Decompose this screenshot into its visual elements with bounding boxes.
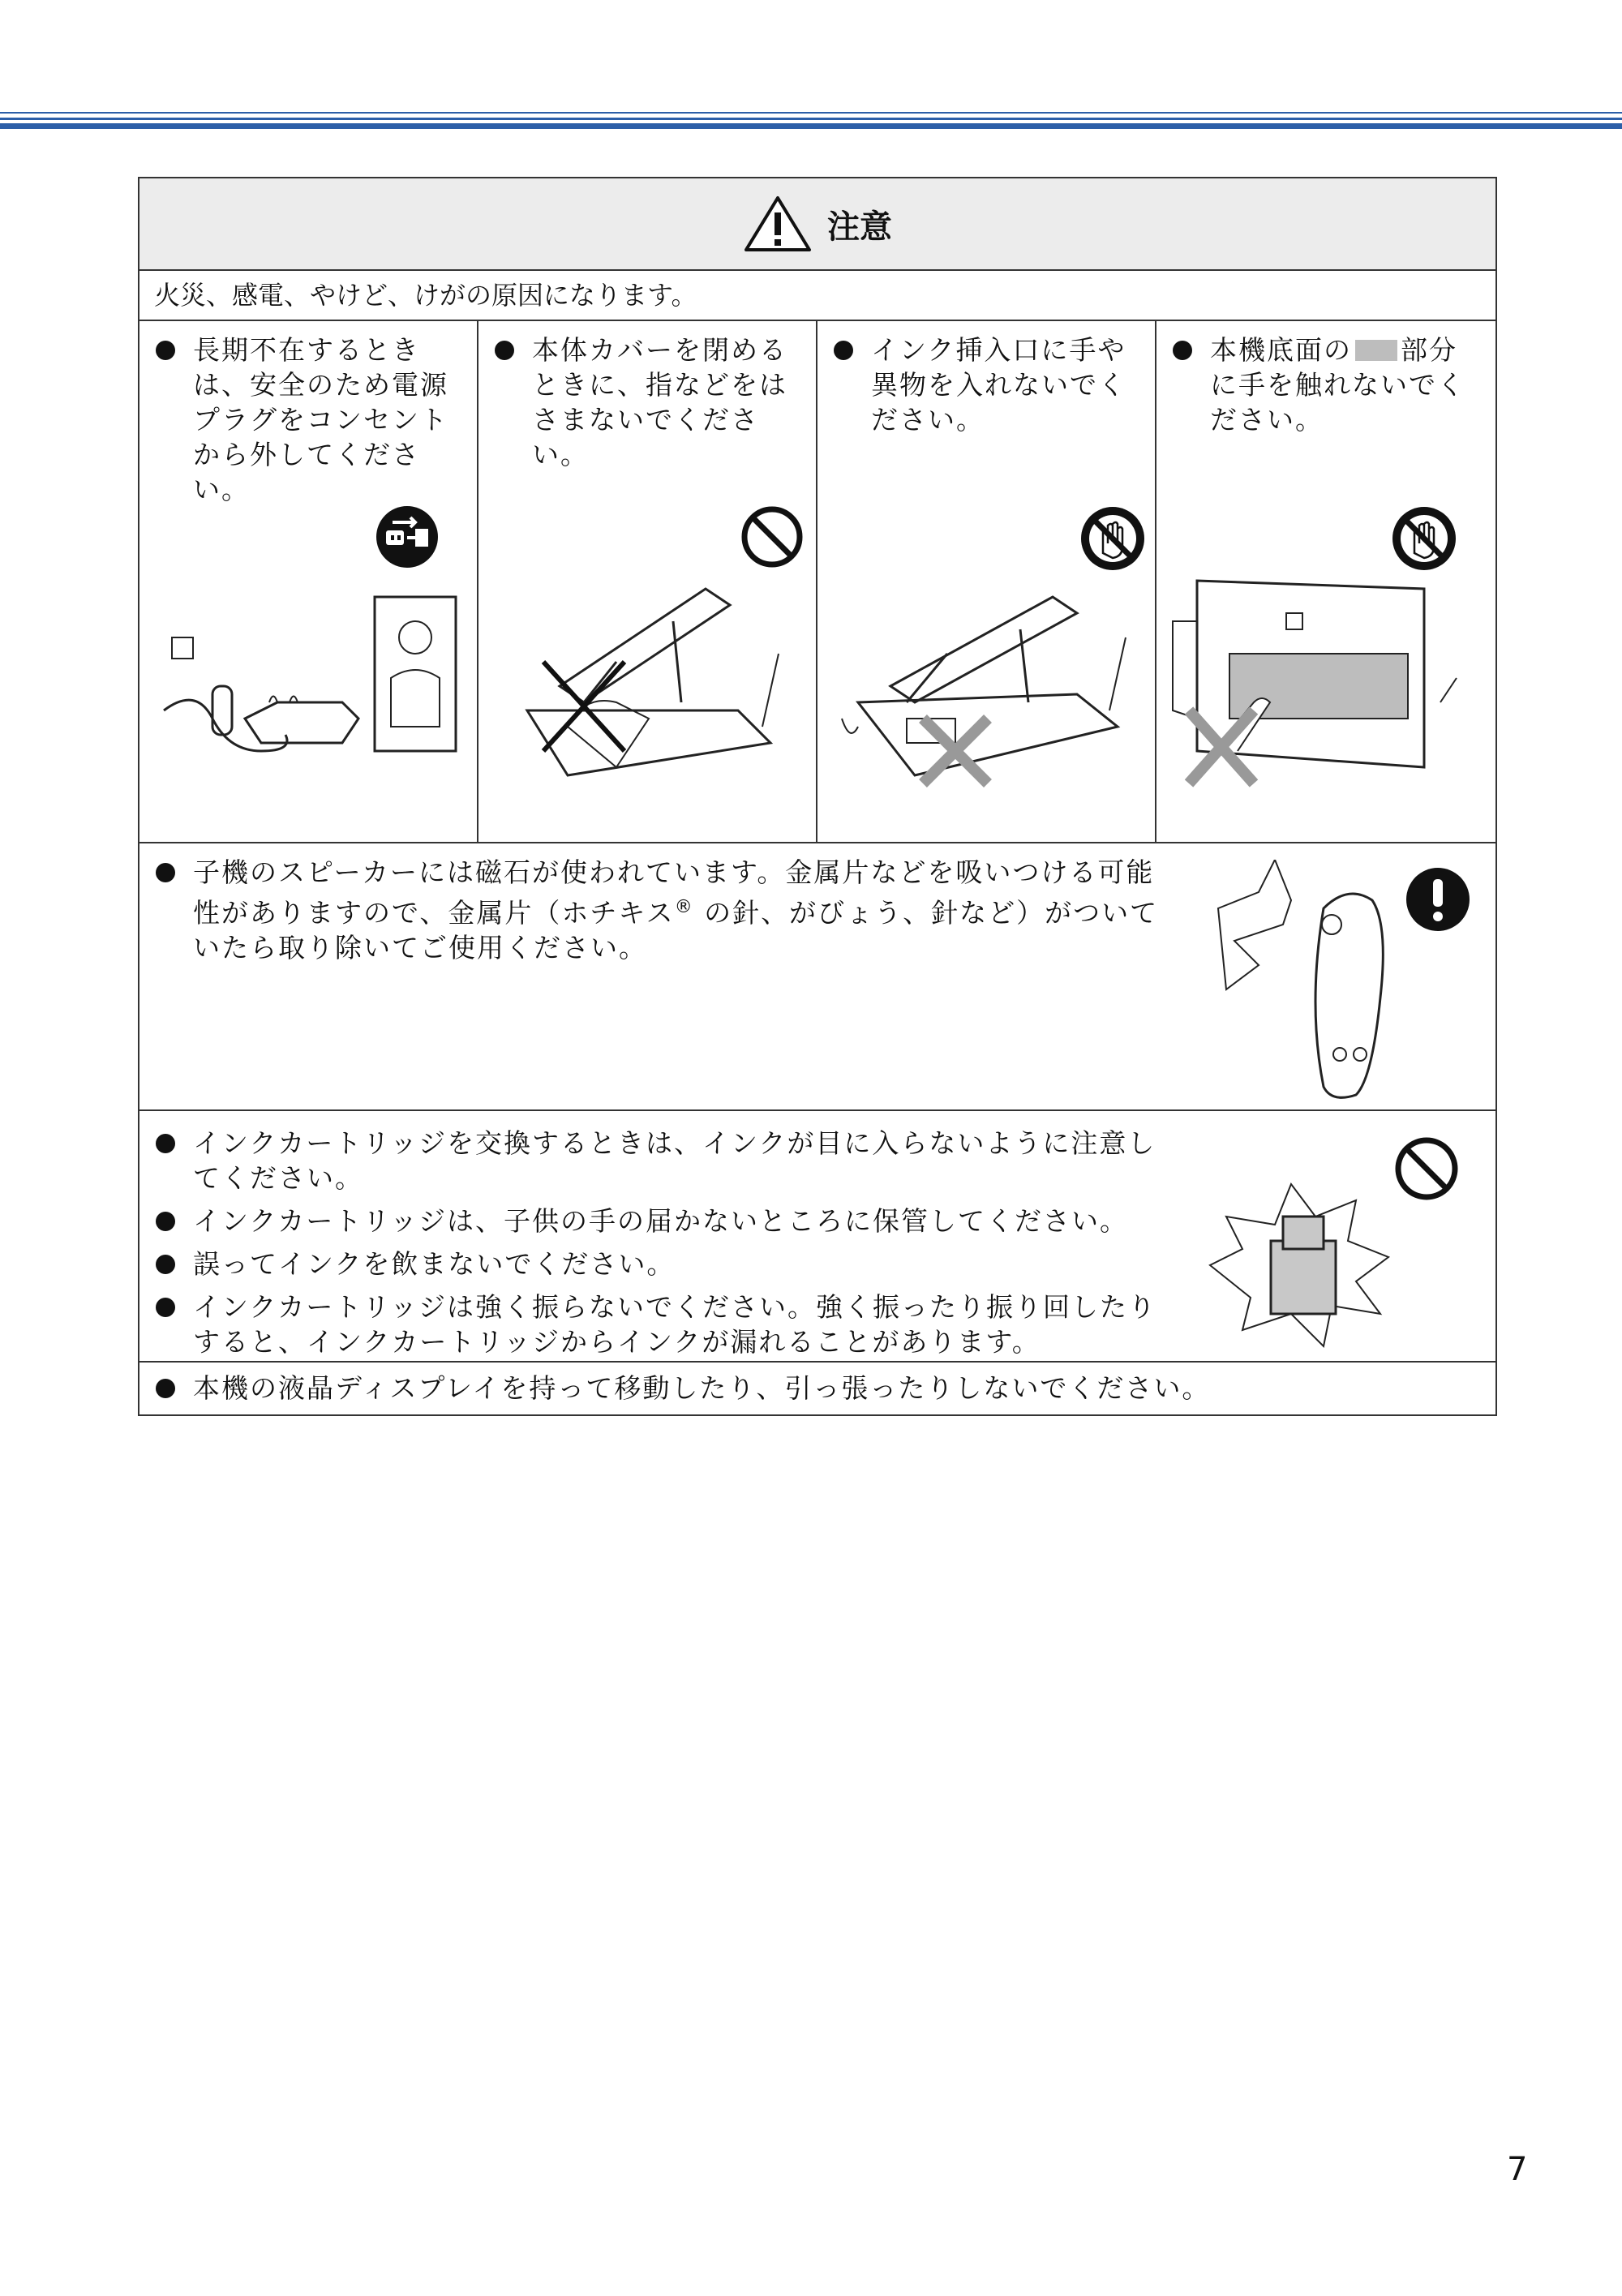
speaker-text bbox=[193, 855, 1161, 965]
unplug-illustration bbox=[148, 589, 472, 792]
ink-item: インクカートリッジは強く振らないでください。強く振ったり振り回したりすると、インクカートリッジからインクが漏れることがあります。 bbox=[193, 1291, 1157, 1358]
cell-text: インク挿入口に手や異物を入れないでください。 bbox=[871, 334, 1126, 436]
lcd-text: 本機の液晶ディスプレイを持って移動したり、引っ張ったりしないでください。 bbox=[193, 1372, 1211, 1404]
do-not-touch-icon bbox=[1079, 504, 1147, 573]
ink-item: 誤ってインクを飲まないでください。 bbox=[193, 1248, 676, 1280]
caution-row-ink bbox=[139, 1111, 1495, 1363]
ink-slot-illustration bbox=[826, 581, 1150, 808]
caution-header bbox=[139, 178, 1495, 271]
cell-text-before: 本機底面の bbox=[1210, 334, 1352, 366]
bullet bbox=[156, 341, 175, 360]
mandatory-icon bbox=[1405, 866, 1471, 933]
caution-cell-cover bbox=[478, 321, 817, 842]
ink-cartridge-illustration bbox=[1194, 1168, 1405, 1354]
caution-cell-bottom bbox=[1156, 321, 1495, 842]
bullet bbox=[156, 863, 175, 882]
speaker-text-after: の針、がびょう、針など）がついていたら取り除いてご使用ください。 bbox=[193, 897, 1159, 963]
caution-subtitle: 火災、感電、やけど、けがの原因になります。 bbox=[139, 271, 1495, 321]
caution-title: 注意 bbox=[827, 208, 892, 246]
ink-item: インクカートリッジを交換するときは、インクが目に入らないように注意してください。 bbox=[193, 1127, 1156, 1194]
ink-item: インクカートリッジは、子供の手の届かないところに保管してください。 bbox=[193, 1205, 1129, 1237]
caution-box bbox=[138, 177, 1497, 1416]
caution-row-lcd bbox=[139, 1363, 1495, 1414]
header-rule-thick bbox=[0, 123, 1622, 129]
speaker-text-before: 子機のスピーカーには磁石が使われています。金属片などを吸いつける可能性がありますので、金属片（ホチキス bbox=[193, 856, 1155, 929]
bullet bbox=[156, 1134, 175, 1153]
cover-closing-illustration bbox=[495, 564, 803, 800]
cell-text: 本体カバーを閉めるときに、指などをはさまないでください。 bbox=[532, 334, 787, 470]
header-rule-thin bbox=[0, 112, 1622, 114]
do-not-touch-icon bbox=[1390, 504, 1458, 573]
bottom-illustration bbox=[1165, 564, 1489, 808]
bullet bbox=[495, 341, 514, 360]
bullet bbox=[156, 1255, 175, 1274]
caution-cell-unplug bbox=[139, 321, 478, 842]
bullet bbox=[1173, 341, 1192, 360]
caution-row-speaker bbox=[139, 843, 1495, 1111]
handset-magnet-illustration bbox=[1210, 860, 1413, 1103]
registered-mark: ® bbox=[674, 897, 694, 917]
cell-text-after: 部分に手を触れないでください。 bbox=[1210, 334, 1465, 436]
caution-grid bbox=[139, 321, 1495, 843]
unplug-icon bbox=[375, 504, 440, 569]
bullet bbox=[834, 341, 853, 360]
bullet bbox=[156, 1298, 175, 1317]
page-number: 7 bbox=[1507, 2151, 1528, 2188]
warning-triangle-icon bbox=[743, 195, 813, 253]
bullet bbox=[156, 1212, 175, 1231]
caution-cell-ink-slot bbox=[817, 321, 1156, 842]
gray-area-swatch bbox=[1355, 340, 1397, 361]
prohibited-icon bbox=[740, 504, 805, 569]
cell-text bbox=[1210, 333, 1483, 437]
header-rule-thin-2 bbox=[0, 118, 1622, 120]
bullet bbox=[156, 1379, 175, 1398]
cell-text: 長期不在するときは、安全のため電源プラグをコンセントから外してください。 bbox=[193, 334, 448, 505]
